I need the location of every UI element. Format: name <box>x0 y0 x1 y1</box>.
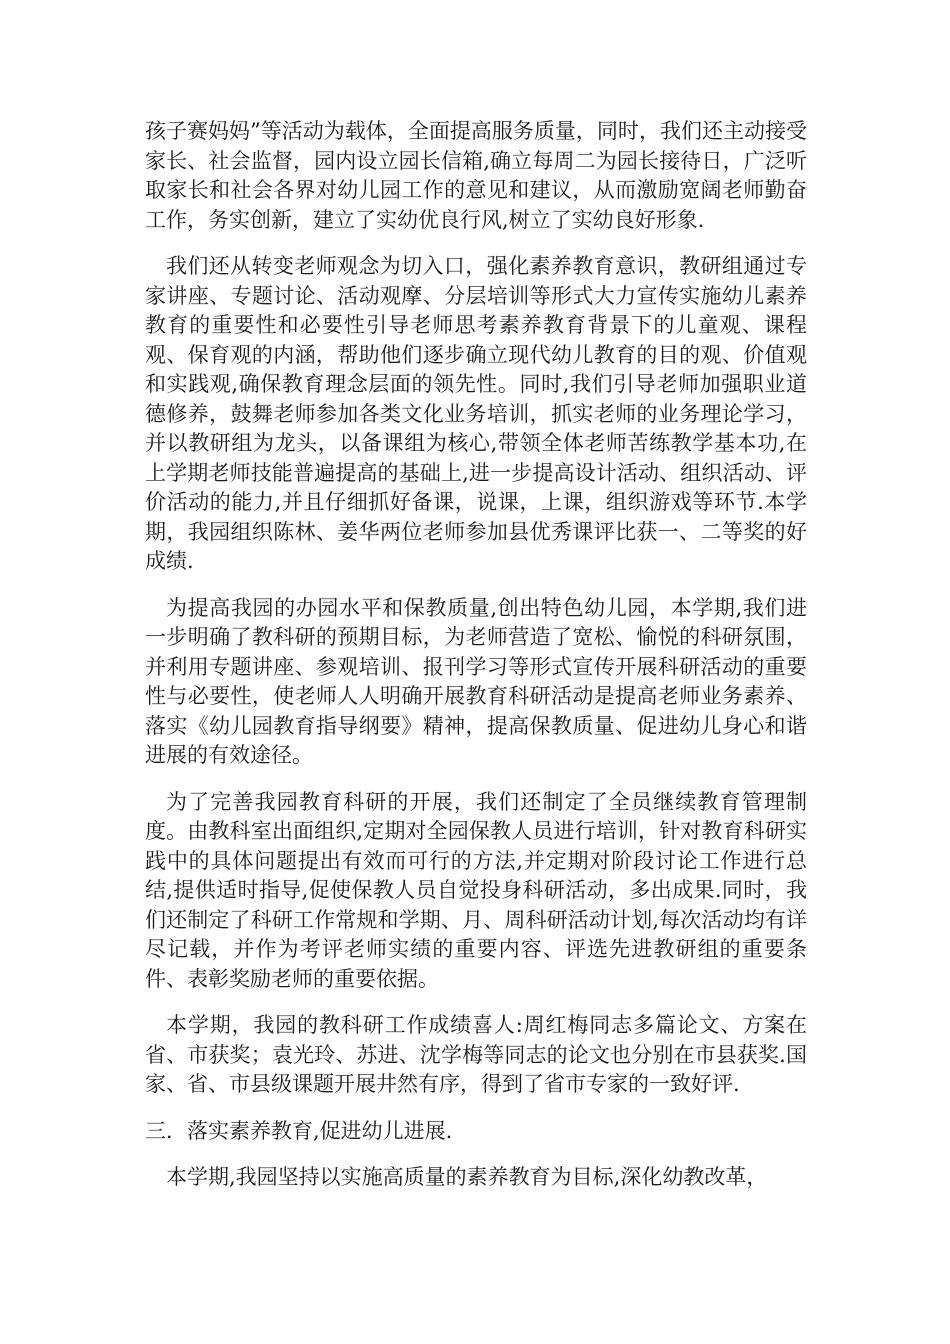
paragraph-4: 为了完善我园教育科研的开展，我们还制定了全员继续教育管理制度。由教科室出面组织,定期对全园保教人员进行培训，针对教育科研实践中的具体问题提出有效而可行的方法,并定期对阶段讨论工作进行总结,提供适时指导,促使保教人员自觉投身科研活动，多出成果.同时，我们还制定了科研工作常规和学期、月、周科研活动计划,每次活动均有详尽记载，并作为考评老师实绩的重要内容、评选先进教研组的重要条件、表彰奖励老师的重要依据。 <box>145 789 807 991</box>
paragraph-7: 本学期,我园坚持以实施高质量的素养教育为目标,深化幼教改革， <box>166 1165 768 1189</box>
paragraph-3: 为提高我园的办园水平和保教质量,创出特色幼儿园，本学期,我们进一步明确了教科研的预期目标，为老师营造了宽松、愉悦的科研氛围，并利用专题讲座、参观培训、报刊学习等形式宣传开展科研活动的重要性与必要性，使老师人人明确开展教育科研活动是提高老师业务素养、落实《幼儿园教育指导纲要》精神，提高保教质量、促进幼儿身心和谐进展的有效途径。 <box>145 595 807 767</box>
paragraph-5: 本学期，我园的教科研工作成绩喜人:周红梅同志多篇论文、方案在省、市获奖；袁光玲、苏进、沈学梅等同志的论文也分别在市县获奖.国家、省、市县级课题开展井然有序，得到了省市专家的一致好评. <box>145 1013 807 1096</box>
paragraph-1: 孩子赛妈妈”等活动为载体，全面提高服务质量，同时，我们还主动接受家长、社会监督，园内设立园长信箱,确立每周二为园长接待日，广泛听取家长和社会各界对幼儿园工作的意见和建议，从而激励宽阔老师勤奋工作，务实创新，建立了实幼优良行风,树立了实幼良好形象. <box>145 119 807 232</box>
section-heading: 三．落实素养教育,促进幼儿进展. <box>145 1118 453 1143</box>
paragraph-2: 我们还从转变老师观念为切入口，强化素养教育意识，教研组通过专家讲座、专题讨论、活动观摩、分层培训等形式大力宣传实施幼儿素养教育的重要性和必要性引导老师思考素养教育背景下的儿童观、课程观、保育观的内涵，帮助他们逐步确立现代幼儿教育的目的观、价值观和实践观,确保教育理念层面的领先性。同时,我们引导老师加强职业道德修养，鼓舞老师参加各类文化业务培训，抓实老师的业务理论学习，并以教研组为龙头，以备课组为核心,带领全体老师苦练教学基本功,在上学期老师技能普遍提高的基础上,进一步提高设计活动、组织活动、评价活动的能力,并且仔细抓好备课，说课，上课，组织游戏等环节.本学期，我园组织陈林、姜华两位老师参加县优秀课评比获一、二等奖的好成绩. <box>145 254 807 573</box>
document-page <box>145 117 807 1210</box>
